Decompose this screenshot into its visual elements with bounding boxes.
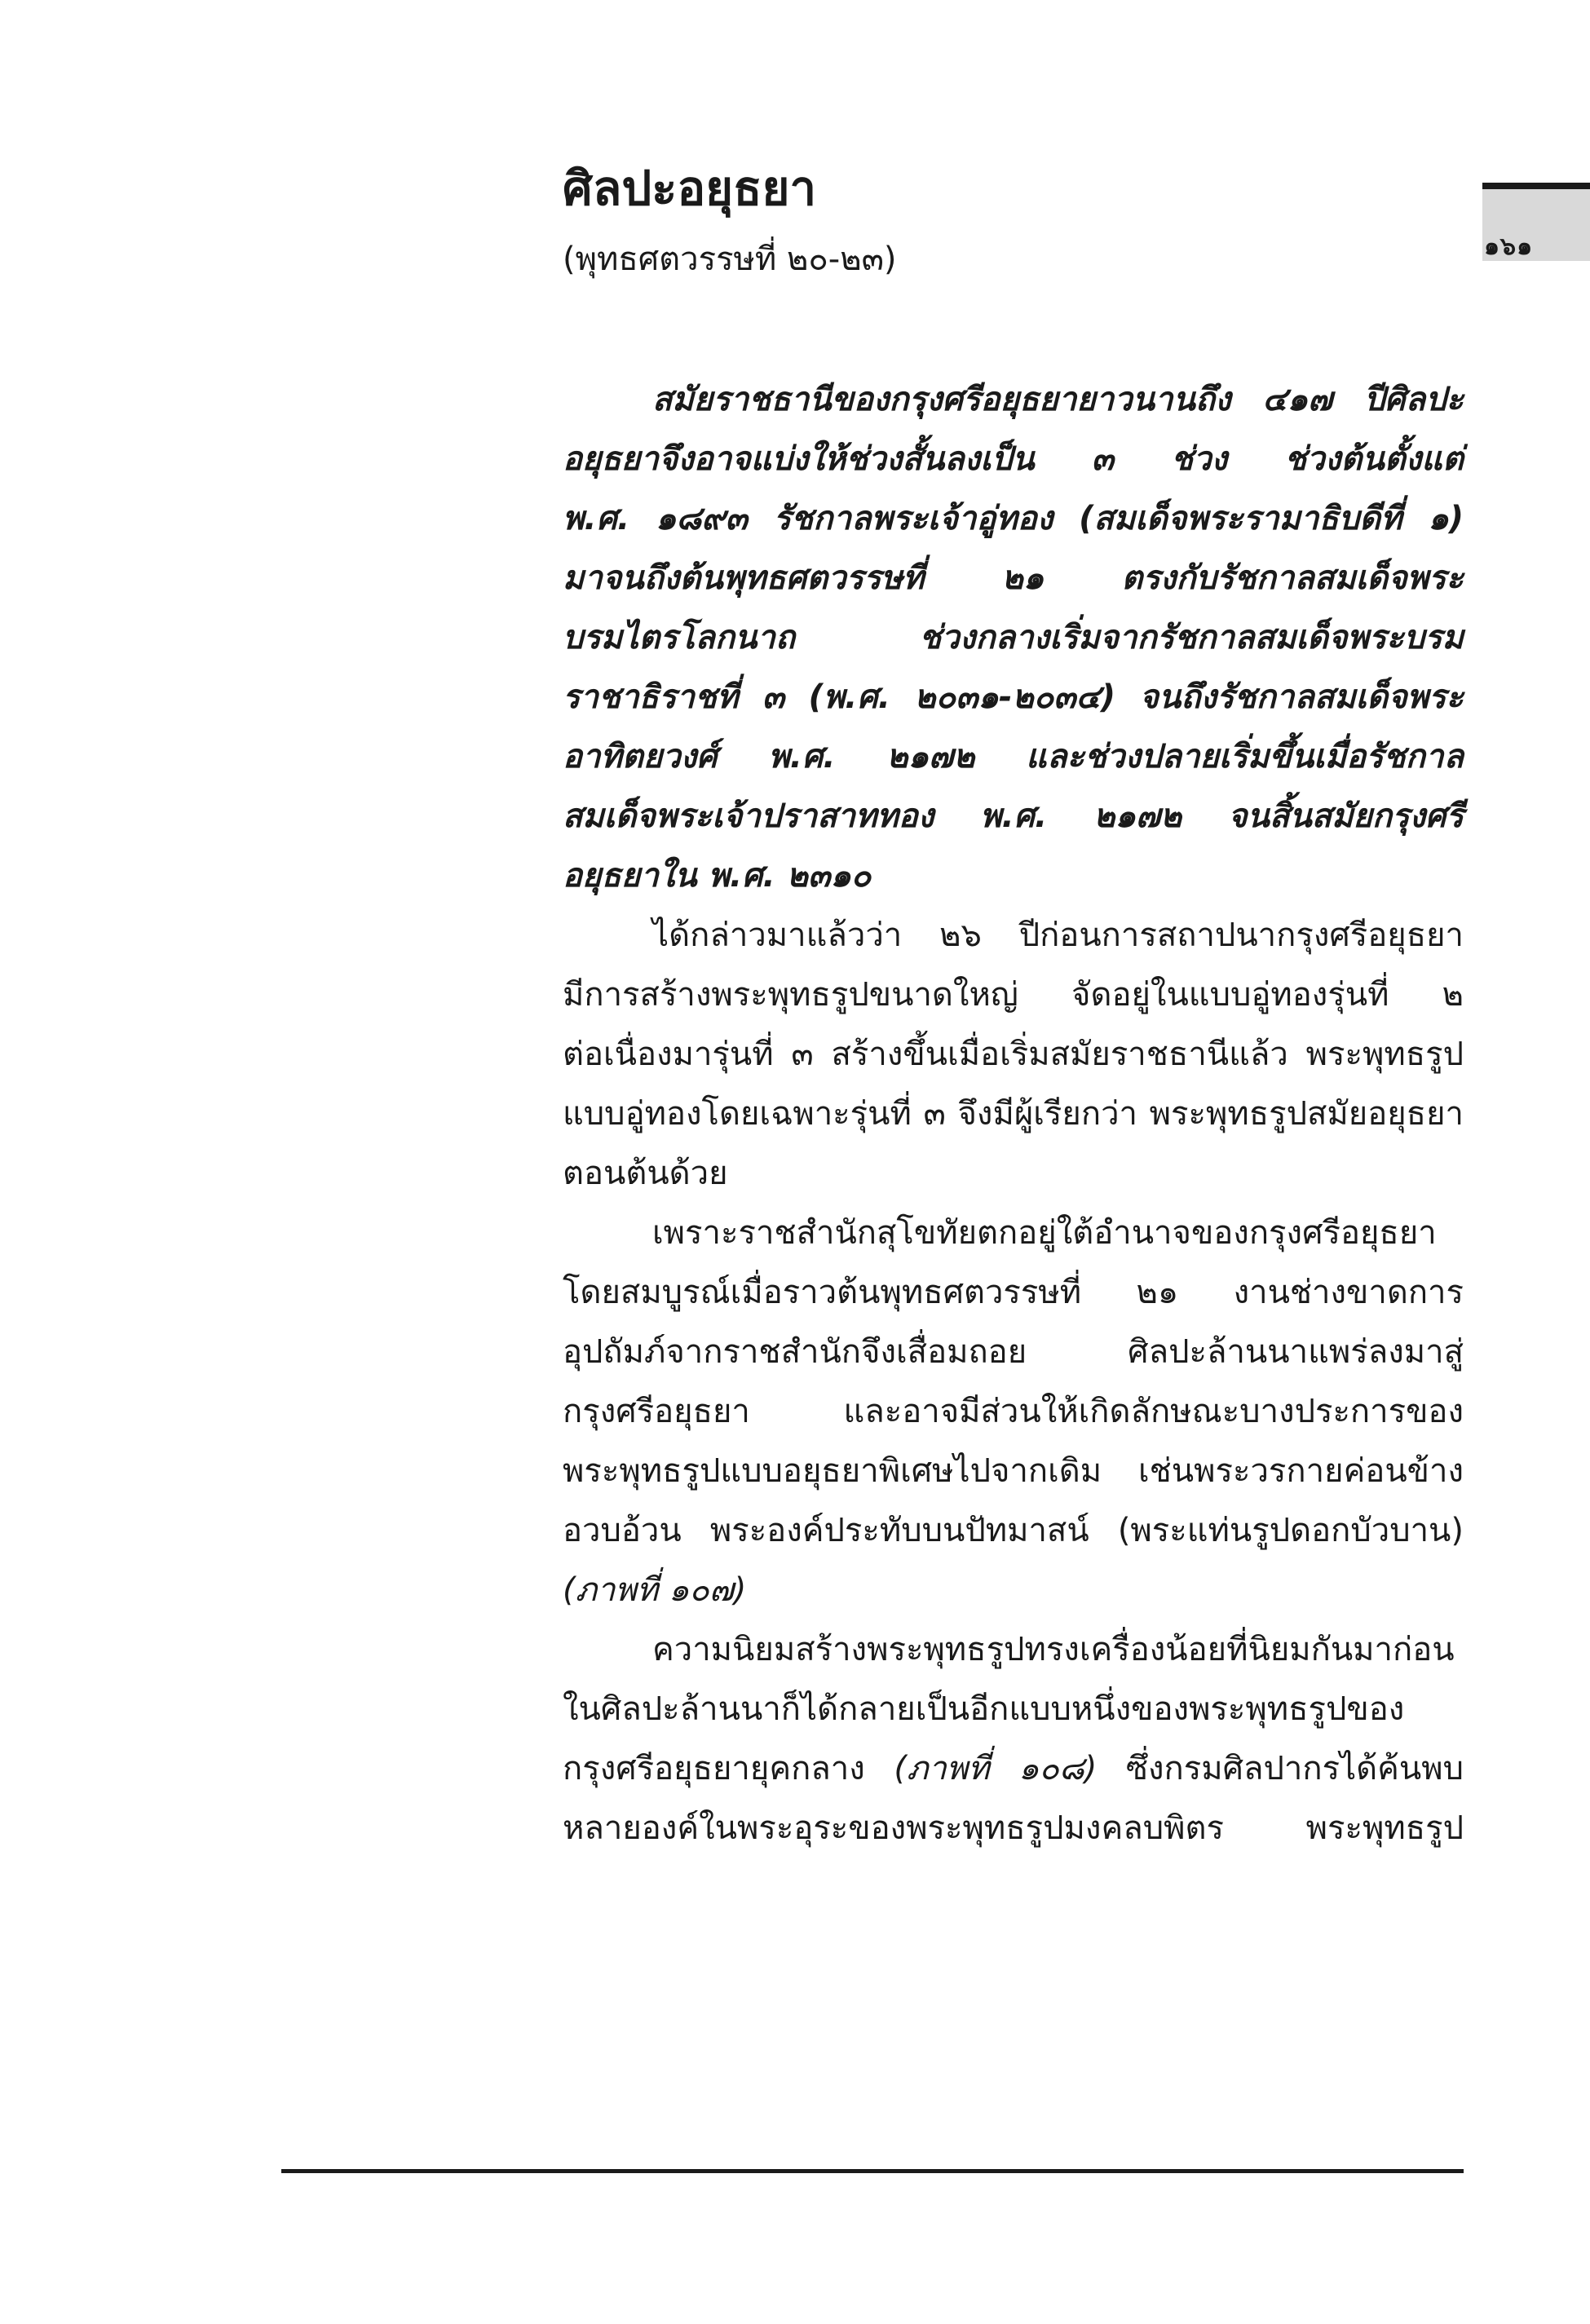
text-line bbox=[563, 1739, 1464, 1799]
text-line: อวบอ้วน พระองค์ประทับบนปัทมาสน์ (พระแท่นรูปดอกบัวบาน) bbox=[563, 1512, 1464, 1549]
figure-reference: (ภาพที่ ๑๐๗) bbox=[563, 1571, 747, 1609]
text-line: อาทิตยวงศ์ พ.ศ. ๒๑๗๒ และช่วงปลายเริ่มขึ้นเมื่อรัชกาล bbox=[563, 738, 1464, 775]
text-segment: ซึ่งกรมศิลปากรได้ค้นพบ bbox=[1097, 1750, 1464, 1787]
text-segment: กรุงศรีอยุธยายุคกลาง bbox=[563, 1750, 894, 1787]
text-line: กรุงศรีอยุธยา และอาจมีส่วนให้เกิดลักษณะบางประการของ bbox=[563, 1393, 1464, 1430]
intro-paragraph bbox=[563, 370, 1464, 906]
text-line: มีการสร้างพระพุทธรูปขนาดใหญ่ จัดอยู่ในแบบอู่ทองรุ่นที่ ๒ bbox=[563, 976, 1464, 1014]
text-line: อยุธยาจึงอาจแบ่งให้ช่วงสั้นลงเป็น ๓ ช่วง ช่วงต้นตั้งแต่ bbox=[563, 440, 1464, 478]
text-line: อุปถัมภ์จากราชสำนักจึงเสื่อมถอย ศิลปะล้านนาแพร่ลงมาสู่ bbox=[563, 1333, 1464, 1371]
text-line: ความนิยมสร้างพระพุทธรูปทรงเครื่องน้อยที่นิยมกันมาก่อน bbox=[652, 1631, 1455, 1668]
text-line: บรมไตรโลกนาถ ช่วงกลางเริ่มจากรัชกาลสมเด็จพระบรม bbox=[563, 619, 1464, 656]
paragraph-sukhothai bbox=[563, 1204, 1464, 1620]
text-line: หลายองค์ในพระอุระของพระพุทธรูปมงคลบพิตร พระพุทธรูป bbox=[563, 1809, 1464, 1847]
page-subtitle: (พุทธศตวรรษที่ ๒๐-๒๓) bbox=[563, 241, 897, 278]
text-line: เพราะราชสำนักสุโขทัยตกอยู่ใต้อำนาจของกรุงศรีอยุธยา bbox=[652, 1214, 1437, 1252]
footer-rule bbox=[281, 2169, 1464, 2173]
text-line: อยุธยาใน พ.ศ. ๒๓๑๐ bbox=[563, 857, 872, 895]
text-line: ได้กล่าวมาแล้วว่า ๒๖ ปีก่อนการสถาปนากรุงศรีอยุธยา bbox=[652, 917, 1464, 954]
text-line: พ.ศ. ๑๘๙๓ รัชกาลพระเจ้าอู่ทอง (สมเด็จพระรามาธิบดีที่ ๑) bbox=[563, 500, 1464, 537]
paragraph-uthong bbox=[563, 906, 1464, 1204]
figure-reference: (ภาพที่ ๑๐๘) bbox=[894, 1750, 1098, 1787]
paragraph-crowned-buddha bbox=[563, 1620, 1464, 1858]
page-title: ศิลปะอยุธยา bbox=[563, 161, 817, 216]
text-line: ราชาธิราชที่ ๓ (พ.ศ. ๒๐๓๑-๒๐๓๔) จนถึงรัชกาลสมเด็จพระ bbox=[563, 678, 1464, 716]
text-line: ตอนต้นด้วย bbox=[563, 1155, 728, 1192]
text-line: มาจนถึงต้นพุทธศตวรรษที่ ๒๑ ตรงกับรัชกาลสมเด็จพระ bbox=[563, 559, 1464, 597]
text-line: ในศิลปะล้านนาก็ได้กลายเป็นอีกแบบหนึ่งของพระพุทธรูปของ bbox=[563, 1690, 1405, 1728]
text-line: โดยสมบูรณ์เมื่อราวต้นพุทธศตวรรษที่ ๒๑ งานช่างขาดการ bbox=[563, 1274, 1464, 1311]
text-line: สมเด็จพระเจ้าปราสาททอง พ.ศ. ๒๑๗๒ จนสิ้นสมัยกรุงศรี bbox=[563, 797, 1464, 835]
text-line: ต่อเนื่องมารุ่นที่ ๓ สร้างขึ้นเมื่อเริ่มสมัยราชธานีแล้ว พระพุทธรูป bbox=[563, 1036, 1464, 1073]
page-number: ๑๖๑ bbox=[1484, 232, 1534, 261]
body-text bbox=[563, 370, 1464, 1858]
text-line: สมัยราชธานีของกรุงศรีอยุธยายาวนานถึง ๔๑๗ ปีศิลปะ bbox=[652, 381, 1464, 418]
text-line: พระพุทธรูปแบบอยุธยาพิเศษไปจากเดิม เช่นพระวรกายค่อนข้าง bbox=[563, 1452, 1464, 1490]
text-line: แบบอู่ทองโดยเฉพาะรุ่นที่ ๓ จึงมีผู้เรียกว่า พระพุทธรูปสมัยอยุธยา bbox=[563, 1095, 1464, 1133]
